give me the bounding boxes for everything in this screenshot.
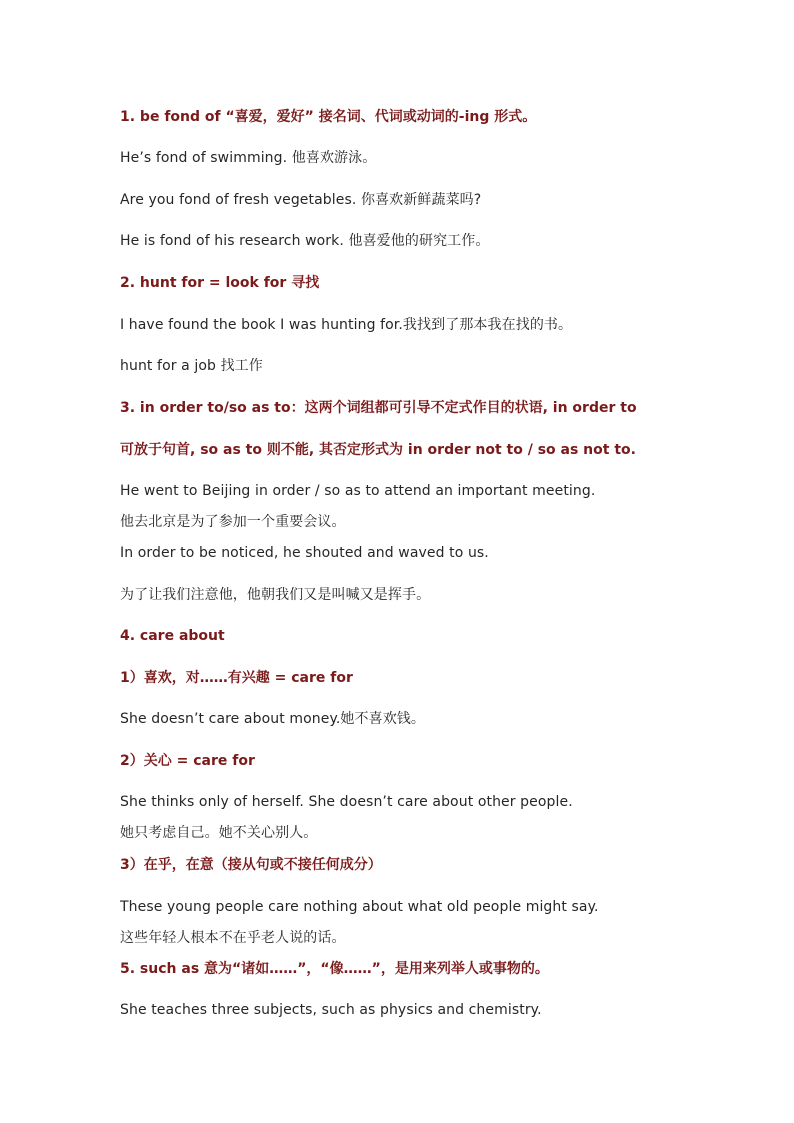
example-translation: 她只考虑自己。她不关心别人。	[120, 825, 318, 841]
subheading-meaning-1: 1）喜欢，对……有兴趣 = care for	[120, 670, 353, 686]
section-heading-be-fond-of: 1. be fond of “喜爱，爱好” 接名词、代词或动词的-ing 形式。	[120, 109, 537, 125]
example-sentence: He went to Beijing in order / so as to attend an important meeting.	[120, 483, 596, 499]
example-sentence: She teaches three subjects, such as physics and chemistry.	[120, 1002, 542, 1018]
section-heading-care-about: 4. care about	[120, 628, 225, 644]
subheading-meaning-3: 3）在乎，在意（接从句或不接任何成分）	[120, 857, 382, 873]
example-sentence: I have found the book I was hunting for.我找到了那本我在找的书。	[120, 317, 573, 333]
example-sentence: In order to be noticed, he shouted and waved to us.	[120, 545, 489, 561]
example-sentence: She thinks only of herself. She doesn’t care about other people.	[120, 794, 573, 810]
example-translation: 他去北京是为了参加一个重要会议。	[120, 514, 346, 530]
example-translation: 为了让我们注意他，他朝我们又是叫喊又是挥手。	[120, 587, 431, 603]
example-sentence: He’s fond of swimming. 他喜欢游泳。	[120, 150, 377, 166]
example-sentence: Are you fond of fresh vegetables. 你喜欢新鲜蔬菜吗?	[120, 192, 482, 208]
section-heading-in-order-to: 3. in order to/so as to：这两个词组都可引导不定式作目的状语, in order to	[120, 400, 637, 416]
example-sentence: These young people care nothing about what old people might say.	[120, 899, 599, 915]
example-translation: 这些年轻人根本不在乎老人说的话。	[120, 930, 346, 946]
section-heading-in-order-to-continued: 可放于句首, so as to 则不能, 其否定形式为 in order not to / so as not to.	[120, 442, 636, 458]
section-heading-hunt-for: 2. hunt for = look for 寻找	[120, 275, 320, 291]
example-sentence: hunt for a job 找工作	[120, 358, 263, 374]
example-sentence: He is fond of his research work. 他喜爱他的研究工作。	[120, 233, 490, 249]
example-sentence: She doesn’t care about money.她不喜欢钱。	[120, 711, 426, 727]
section-heading-such-as: 5. such as 意为“诸如……”，“像……”，是用来列举人或事物的。	[120, 961, 549, 977]
subheading-meaning-2: 2）关心 = care for	[120, 753, 255, 769]
